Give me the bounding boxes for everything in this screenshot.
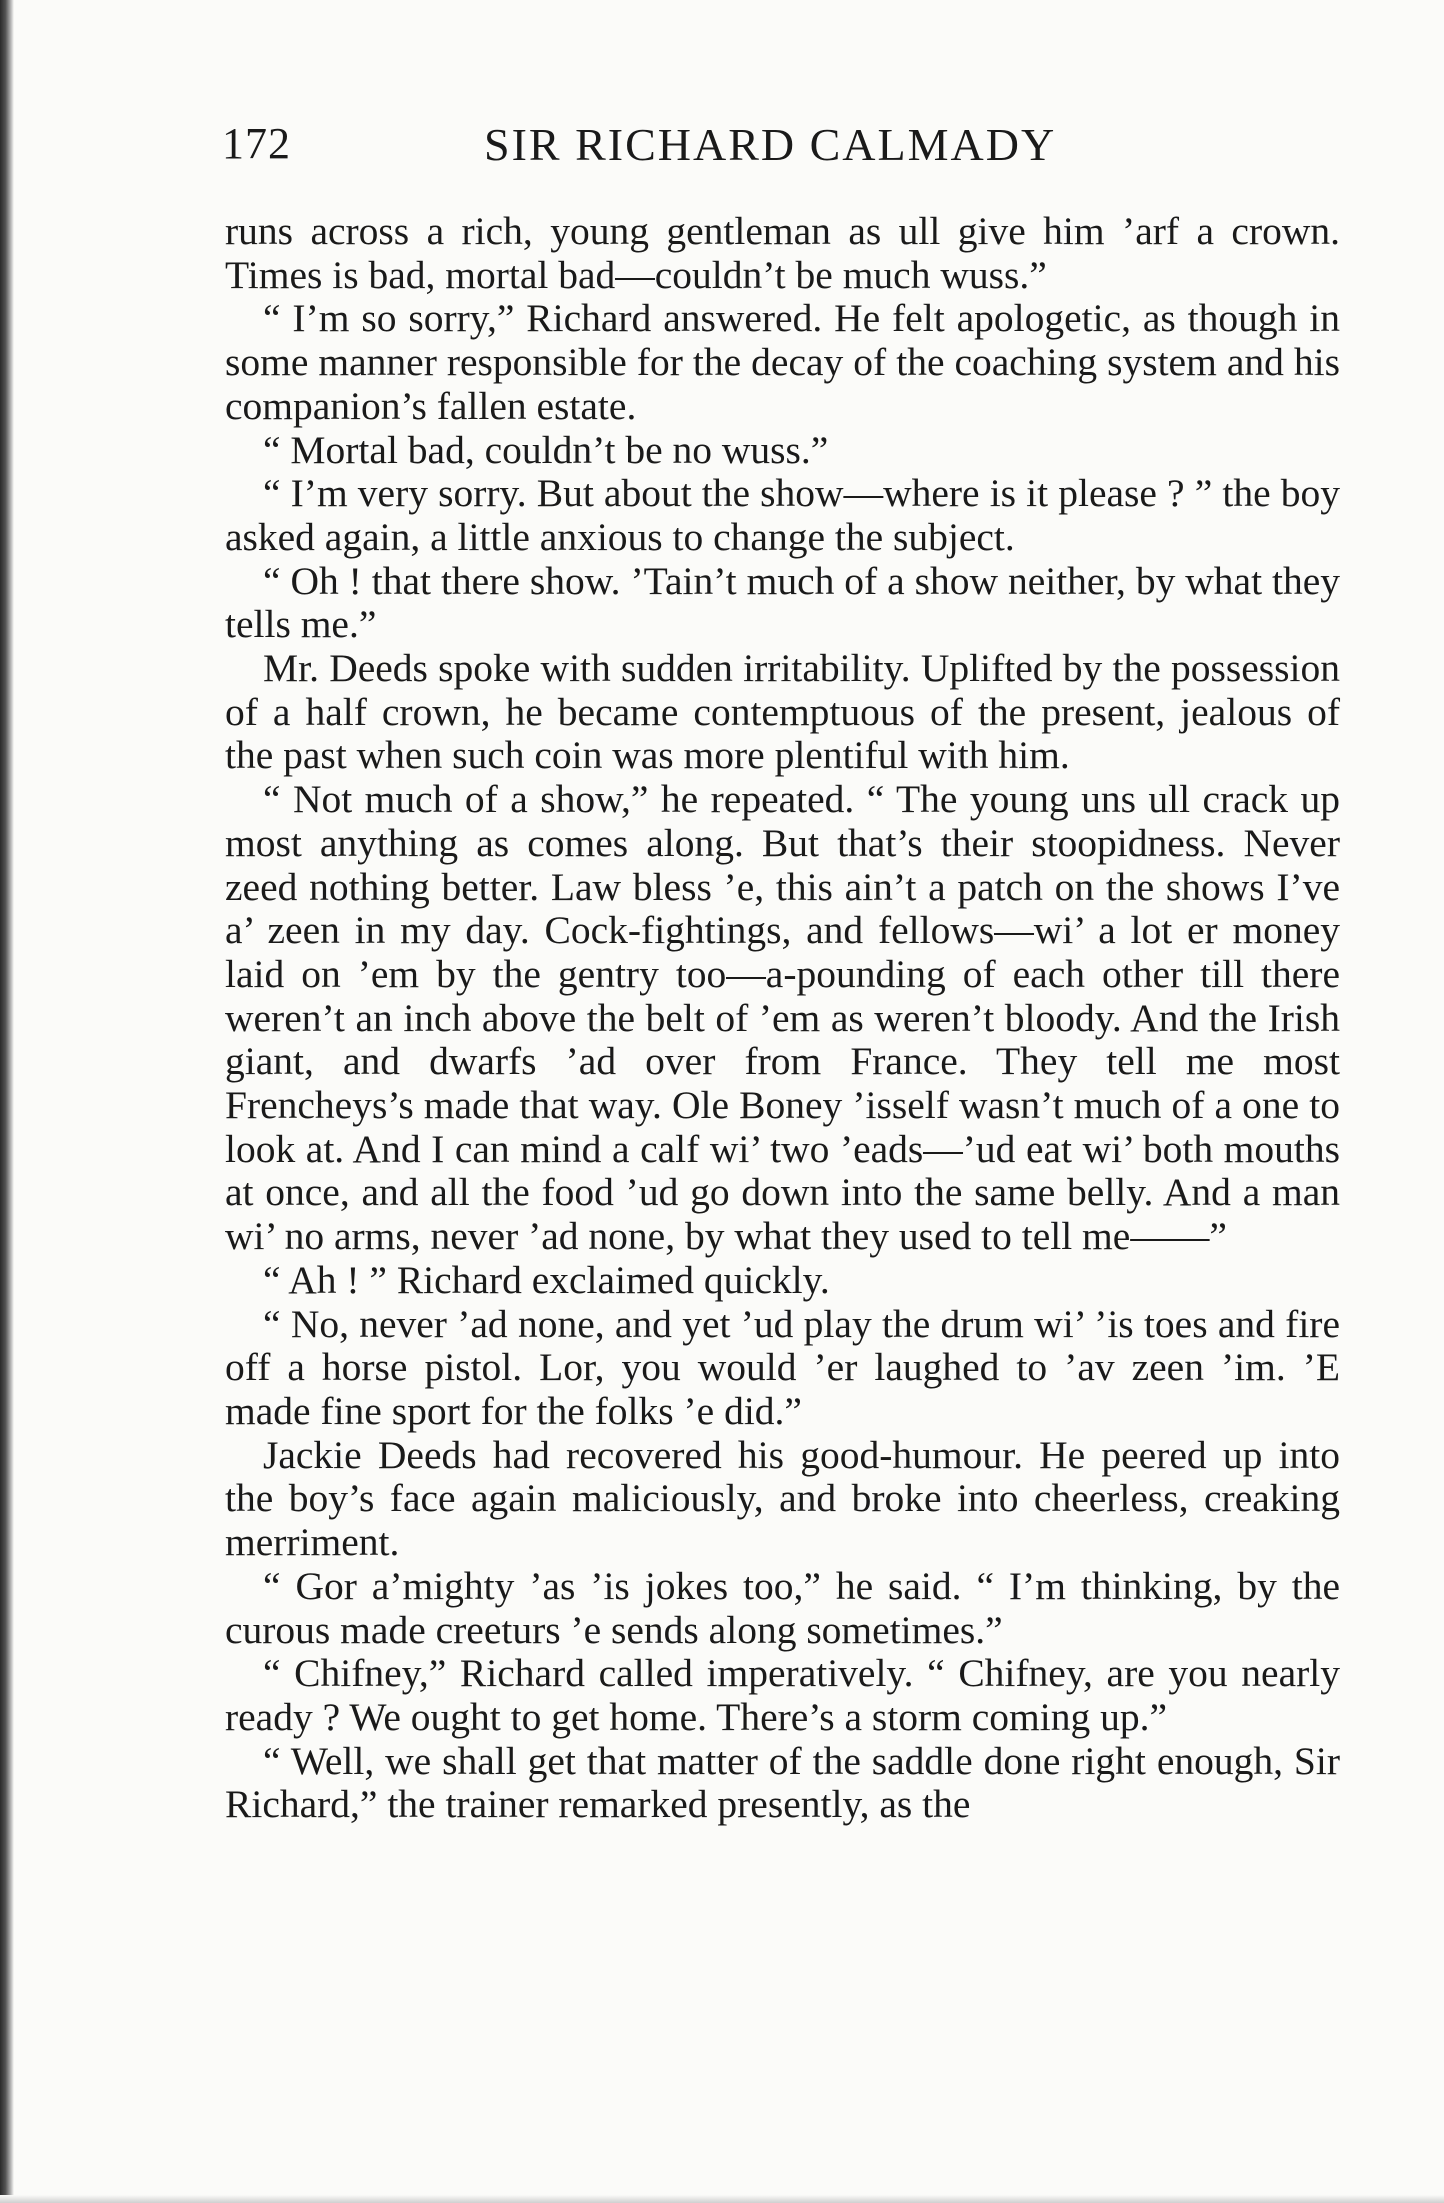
paragraph: runs across a rich, young gentleman as ull give him ’arf a crown. Times is bad, mortal bad—couldn’t be much wuss.” — [225, 209, 1340, 297]
paragraph: Mr. Deeds spoke with sudden irritability. Uplifted by the possession of a half crown, he became contemptuous of the present, jealous of the past when such coin was more plentiful with him. — [225, 646, 1340, 778]
paragraph: “ No, never ’ad none, and yet ’ud play the drum wi’ ’is toes and fire off a horse pistol. Lor, you would ’er laughed to ’av zeen ’im. ’E made fine sport for the folks ’e did.” — [225, 1301, 1340, 1433]
paragraph: “ I’m so sorry,” Richard answered. He felt apologetic, as though in some manner responsible for the decay of the coaching system and his companion’s fallen estate. — [225, 296, 1340, 428]
paragraph: “ Mortal bad, couldn’t be no wuss.” — [263, 427, 829, 472]
paragraph: “ Chifney,” Richard called imperatively. “ Chifney, are you nearly ready ? We ought to get home. There’s a storm coming up.” — [225, 1651, 1340, 1739]
paragraph: “ Gor a’mighty ’as ’is jokes too,” he said. “ I’m thinking, by the curous made creeturs ’e sends along sometimes.” — [225, 1563, 1340, 1652]
page-binding-edge — [0, 0, 14, 2203]
running-title: SIR RICHARD CALMADY — [484, 119, 1057, 170]
paragraph: Jackie Deeds had recovered his good-humour. He peered up into the boy’s face again maliciously, and broke into cheerless, creaking merriment. — [225, 1432, 1340, 1565]
page-bottom-edge — [0, 2195, 1444, 2203]
paragraph: “ I’m very sorry. But about the show—where is it please ? ” the boy asked again, a little anxious to change the subject. — [225, 471, 1340, 559]
paragraph: “ Well, we shall get that matter of the saddle done right enough, Sir Richard,” the trainer remarked presently, as the — [225, 1738, 1340, 1827]
paragraph: “ Not much of a show,” he repeated. “ The young uns ull crack up most anything as comes along. But that’s their stoopidness. Never zeed nothing better. Law bless ’e, this ain’t a patch on the shows I’ve a’ zeen in my day. Cock-fightings, and fellows—wi’ a lot er money laid on ’em by the gentry too—a-pounding of each other till there weren’t an inch above the belt of ’em as weren’t bloody. And the Irish giant, and dwarfs ’ad over from France. They tell me most Frencheys’s made that way. Ole Boney ’isself wasn’t much of a one to look at. And I can mind a calf wi’ two ’eads—’ud eat wi’ both mouths at once, and all the food ’ud go down into the same belly. And a man wi’ no arms, never ’ad none, by what they used to tell me——” — [225, 777, 1340, 1259]
body-text — [225, 210, 1340, 1827]
paragraph: “ Ah ! ” Richard exclaimed quickly. — [263, 1257, 830, 1302]
paragraph: “ Oh ! that there show. ’Tain’t much of a show neither, by what they tells me.” — [225, 558, 1340, 647]
page-header — [222, 118, 1342, 178]
page-number: 172 — [222, 119, 291, 168]
